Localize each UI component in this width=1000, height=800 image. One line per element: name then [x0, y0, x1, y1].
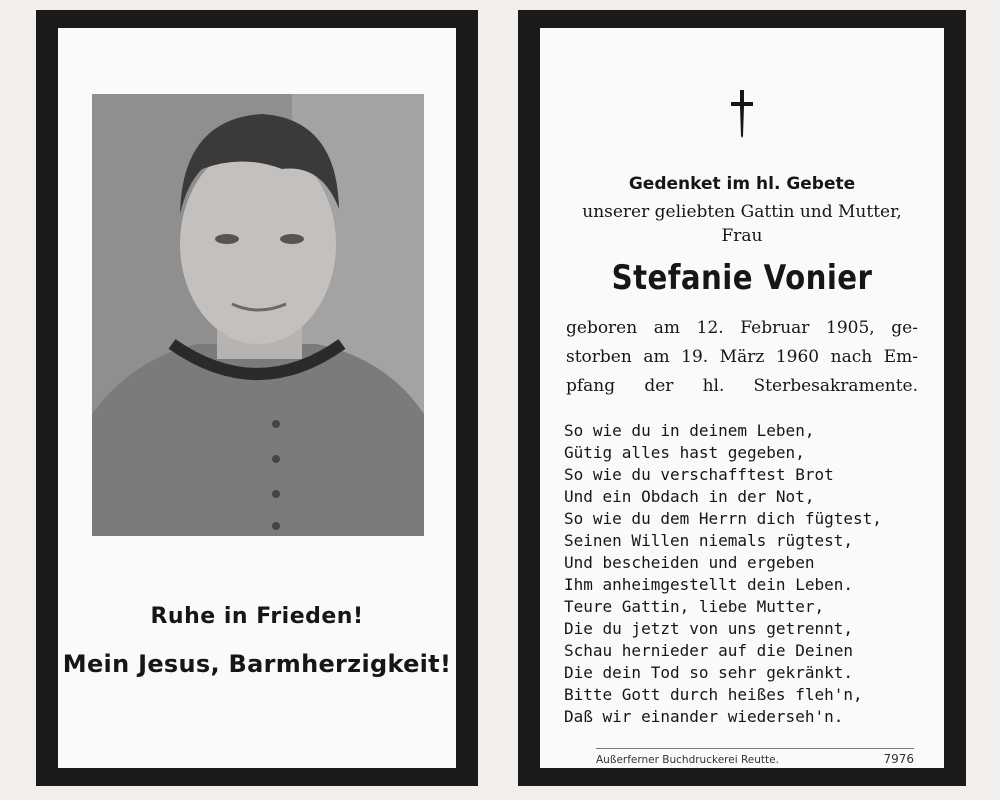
right-card-paper: [540, 28, 944, 768]
deceased-name: Stefanie Vonier: [611, 258, 873, 298]
left-card: [36, 10, 478, 786]
poem-line: Bitte Gott durch heißes fleh'n,: [564, 685, 863, 704]
prayer-text: Mein Jesus, Barmherzigkeit!: [62, 650, 452, 678]
poem-line: Ihm anheimgestellt dein Leben.: [564, 575, 853, 594]
printer-name: Außerferner Buchdruckerei Reutte.: [596, 754, 779, 766]
dates-line: storben am 19. März 1960 nach Em-: [566, 347, 918, 367]
poem-line: Die dein Tod so sehr gekränkt.: [564, 663, 853, 682]
dates-line: pfang der hl. Sterbesakramente.: [566, 376, 918, 396]
poem-line: Teure Gattin, liebe Mutter,: [564, 597, 825, 616]
poem-line: Seinen Willen niemals rügtest,: [564, 531, 853, 550]
print-number: 7976: [883, 752, 914, 766]
memorial-poem: [564, 420, 920, 728]
poem-line: Und bescheiden und ergeben: [564, 553, 815, 572]
life-dates: [566, 314, 918, 401]
poem-line: Und ein Obdach in der Not,: [564, 487, 815, 506]
right-card: [518, 10, 966, 786]
poem-line: Schau hernieder auf die Deinen: [564, 641, 853, 660]
poem-line: Gütig alles hast gegeben,: [564, 443, 805, 462]
dedication-line: unserer geliebten Gattin und Mutter,: [582, 202, 902, 222]
portrait-photo: [92, 94, 424, 536]
poem-line: So wie du dem Herrn dich fügtest,: [564, 509, 882, 528]
title-line: Frau: [721, 226, 763, 246]
left-card-paper: [58, 28, 456, 768]
poem-line: So wie du verschafftest Brot: [564, 465, 834, 484]
latin-cross-icon: [540, 88, 944, 144]
memorial-header: Gedenket im hl. Gebete: [628, 174, 856, 194]
rest-in-peace-text: Ruhe in Frieden!: [150, 604, 364, 629]
poem-line: Die du jetzt von uns getrennt,: [564, 619, 853, 638]
dates-line: geboren am 12. Februar 1905, ge-: [566, 318, 918, 338]
printer-imprint: [596, 748, 914, 766]
poem-line: So wie du in deinem Leben,: [564, 421, 815, 440]
poem-line: Daß wir einander wiederseh'n.: [564, 707, 844, 726]
